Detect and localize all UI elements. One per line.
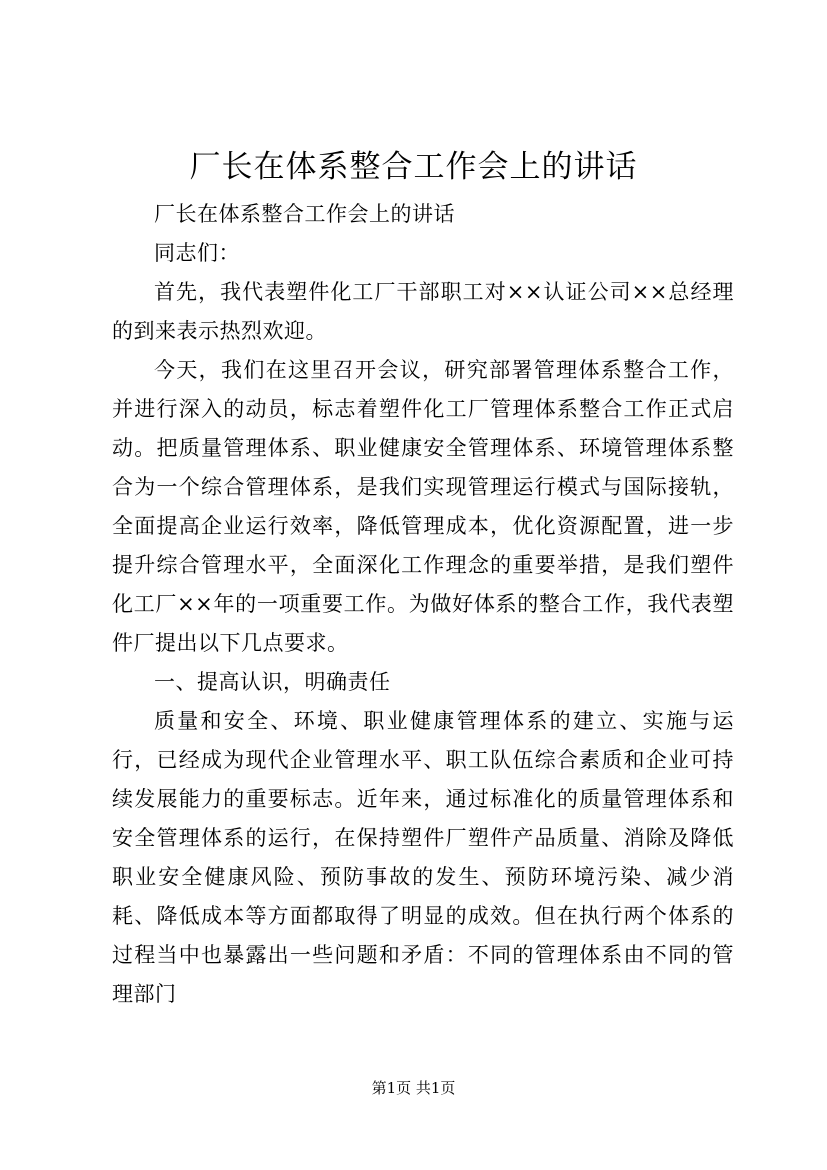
section-heading-one: 一、提高认识，明确责任: [154, 670, 391, 694]
page-footer: 第1页 共1页: [371, 1079, 456, 1097]
document-body: [112, 195, 734, 1014]
paragraph-introduction: 今天，我们在这里召开会议，研究部署管理体系整合工作，并进行深入的动员，标志着塑件化工厂管理体系整合工作正式启动。把质量管理体系、职业健康安全管理体系、环境管理体系整合为一个综合管理体系，是我们实现管理运行模式与国际接轨，全面提高企业运行效率，降低管理成本，优化资源配置，进一步提升综合管理水平，全面深化工作理念的重要举措，是我们塑件化工厂××年的一项重要工作。为做好体系的整合工作，我代表塑件厂提出以下几点要求。: [112, 358, 734, 655]
paragraph-welcome: 首先，我代表塑件化工厂干部职工对××认证公司××总经理的到来表示热烈欢迎。: [112, 280, 734, 343]
paragraph-salutation: 同志们：: [154, 241, 240, 265]
paragraph-section-one: 质量和安全、环境、职业健康管理体系的建立、实施与运行，已经成为现代企业管理水平、职工队伍综合素质和企业可持续发展能力的重要标志。近年来，通过标准化的质量管理体系和安全管理体系的运行，在保持塑件厂塑件产品质量、消除及降低职业安全健康风险、预防事故的发生、预防环境污染、减少消耗、降低成本等方面都取得了明显的成效。但在执行两个体系的过程当中也暴露出一些问题和矛盾：不同的管理体系由不同的管理部门: [112, 709, 734, 1006]
paragraph-subtitle: 厂长在体系整合工作会上的讲话: [154, 202, 455, 226]
document-title: 厂长在体系整合工作会上的讲话: [189, 149, 638, 185]
